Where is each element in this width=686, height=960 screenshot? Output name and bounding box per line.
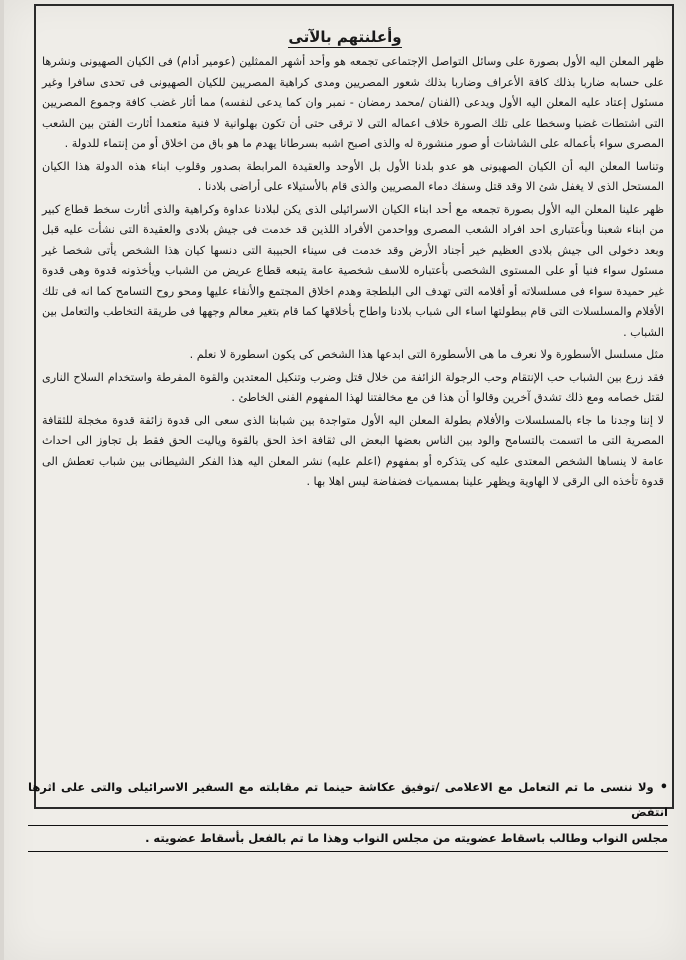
- bullet-icon: •: [659, 780, 668, 795]
- footer-note: [28, 775, 668, 852]
- document-body: [42, 52, 664, 495]
- document-heading: وأعلنتهم بالآتى: [288, 28, 402, 46]
- document-page: [4, 0, 686, 960]
- footer-line-1: •ولا ننسى ما تم التعامل مع الاعلامى /توفيق عكاشة حينما تم مقابلته مع السفير الاسرائيلى والتى على اثرها انتفض: [28, 775, 668, 826]
- paragraph-6: لا إننا وجدنا ما جاء بالمسلسلات والأفلام بطولة المعلن اليه الأول متواجدة بين شبابنا الذى سعى الى قدوة زائفة قدوة مخجلة للثقافة المصرية التى ما اتسمت بالتسامح والود بين الناس بعضها البعض الى ثقافة اخذ الحق بالقوة وياليت الحق فقط بل تجاوز الى احداث عامة لا ينساها الشخص المعتدى عليه كى يتذكره أو بمفهوم (اعلم عليه) نشر المعلن اليه هذا الفكر الشيطانى بين شباب تعطش الى قدوة تأخذه الى الرقى لا الهاوية ويظهر علينا بمسميات فضفاضة ليس اهلا بها .: [42, 413, 664, 488]
- paragraph-2: وتناسا المعلن اليه أن الكيان الصهيونى هو عدو بلدنا الأول بل الأوحد والعقيدة المرابطة بصدور وقلوب ابناء هذه الدولة هذا الكيان المستحل الذى لا يغفل شئ الا وقد قتل وسفك دماء المصريين والذى قام بالأستيلاء على أراضى بلادنا .: [42, 159, 664, 193]
- paragraph-5: فقد زرع بين الشباب حب الإنتقام وحب الرجولة الزائفة من خلال قتل وضرب وتنكيل المعتدين والقوة المفرطة واستخدام السلاح النارى لقتل خصامه ومع ذلك تشدق آخرين وقالوا أن هذا فن مع مخالفتنا لهذا المفهوم الفنى الخاطئ .: [42, 370, 664, 404]
- footer-line-2: مجلس النواب وطالب باسقاط عضويته من مجلس النواب وهذا ما تم بالفعل بأسقاط عضويته .: [28, 826, 668, 852]
- paragraph-3: ظهر علينا المعلن اليه الأول بصورة تجمعه مع أحد ابناء الكيان الاسرائيلى الذى يكن لبلادنا عداوة وكراهية والذى أثارت سخط قطاع كبير من ابناء شعبنا وبأعتبارى احد افراد الشعب المصرى وواحدمن الأفراد اللذين قد خدمت فى جيش بلادى والعقيدة التى نشأت عليه قبل وبعد دخولى الى جيش بلادى العظيم خير أجناد الأرض وقد خدمت فى سيناء الحبيبة التى دنسها كيان هذا الشخص يأتى شخصا غير مسئول سواء فنيا أو على المستوى الشخصى بأعتباره للاسف شخصية عامة يتبعه قطاع عريض من الشباب ويأخذونه قدوة وهى قدوة غير حميدة سواء فى مسلسلاته أو أفلامه التى تهدف الى البلطجة وهدم اخلاق المجتمع والأنفاء عليها ومحو روح التسامح كما انه فى تلك الأفلام والمسلسلات التى قام ببطولتها اساء الى شباب بلادنا واطاح بأخلاقها كما قام بتغير معالم وجهها فى طريقة التخاطب والتعامل بين الشباب .: [42, 202, 664, 339]
- paragraph-1: ظهر المعلن اليه الأول بصورة على وسائل التواصل الإجتماعى تجمعه هو وأحد أشهر الممثلين (عومير أدام) فى الكيان الصهيونى ونشرها على حسابه ضاربا بذلك كافة الأعراف وضاربا بذلك شعور المصريين ومدى كراهية المصريين للكيان الصهيونى فى تحدى سافرا وغير مسئول إعتاد عليه المعلن اليه الأول ويدعى (الفنان /محمد رمضان - نمبر وان كما يدعى لنفسه) مما أثار غضب كافة وجموع المصريين التى اشتطات غضبا وسخطا على تلك الصورة خلاف اعماله التى لا ترقى حتى أن تكون بهلوانية لا فنية متعمدا أثارت الفتن بين الشعب المصرى سواء بأعماله على الشاشات أو صور منشورة له والذى اصبح اشبه بسرطانا يهدم ما هو باق من اخلاق أو من إنتماء للدولة .: [42, 55, 664, 150]
- paragraph-4: مثل مسلسل الأسطورة ولا نعرف ما هى الأسطورة التى ابدعها هذا الشخص كى يكون اسطورة لا نعلم .: [189, 348, 664, 361]
